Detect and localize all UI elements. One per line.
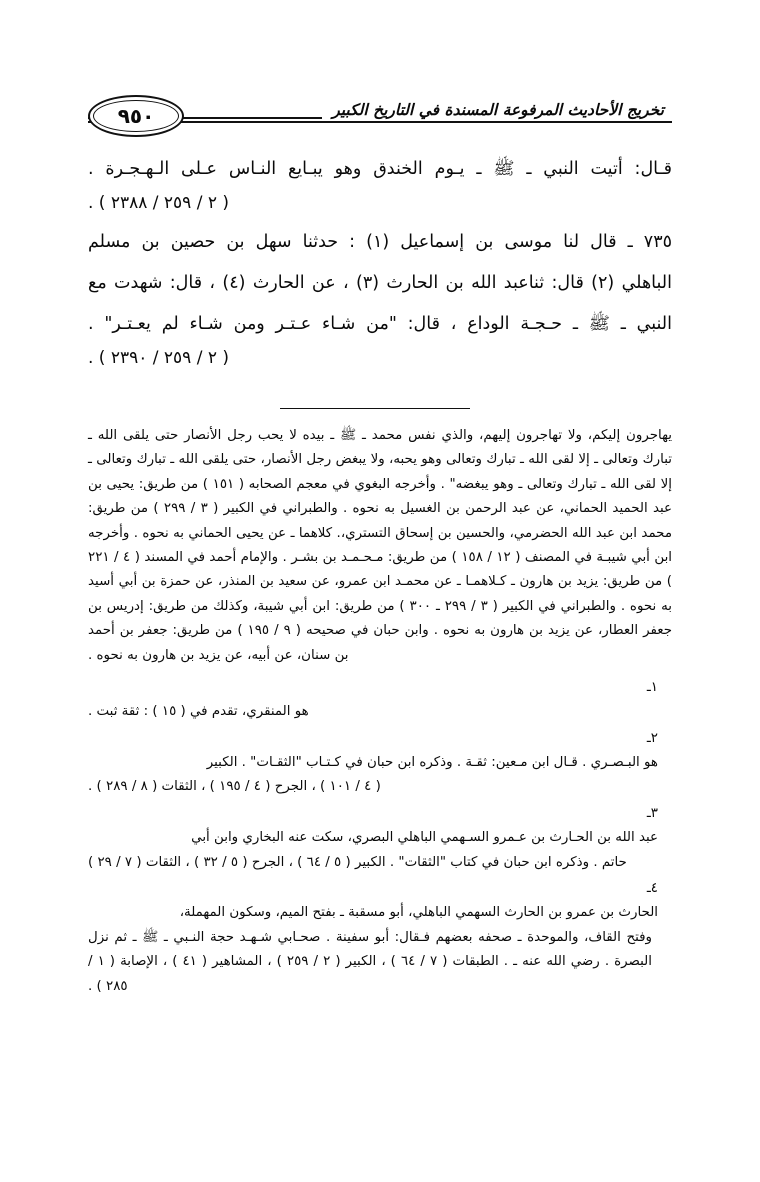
footnote-1-text: ١ـ <box>646 679 658 695</box>
footnote-3-continuation: حاتم . وذكره ابن حبان في كتاب "الثقات" . الكبير ( ٥ / ٦٤ ) ، الجرح ( ٥ / ٣٢ ) ، الثقات ( ٧ / ٢٩ ) <box>88 854 627 870</box>
page-header <box>88 95 672 141</box>
footnote-item-4 <box>88 877 672 999</box>
page-number: ٩٥٠ <box>117 104 155 128</box>
footnote-4-number: ٤ـ <box>646 881 658 897</box>
footnote-3-text: عبد الله بن الحـارث بن عـمرو السـهمي الباهلي البصري، سكت عنه البخاري وابن أبي <box>191 830 658 846</box>
footnotes-section <box>88 424 672 1001</box>
footnote-separator <box>280 408 470 409</box>
footnote-4-text: الحارث بن عمرو بن الحارث السهمي الباهلي، أبو مسقبة ـ بفتح الميم، وسكون المهملة، <box>179 905 658 921</box>
footnote-item-2 <box>88 727 672 800</box>
main-text <box>88 152 672 380</box>
page-number-badge <box>88 95 184 137</box>
footnote-2-number: ٢ـ <box>646 730 658 746</box>
hadith-735-line-3: النبي ـ ﷺ ـ حـجـة الوداع ، قال: "من شـاء عـتـر ومن شـاء لم يعـتـر" . <box>88 314 672 334</box>
footnote-3-number: ٣ـ <box>646 805 658 821</box>
footnote-continuation-block: يهاجرون إليكم، ولا تهاجرون إليهم، والذي نفس محمد ـ ﷺ ـ بيده لا يحب رجل الأنصار حتى يلقى الله ـ تبارك وتعالى ـ إلا لقى الله ـ تبارك وتعالى وهو يحبه، ولا يبغض رجل الأنصار، حتى يلقى الله ـ تبارك وتعالى ـ إلا لقى الله ـ تبارك وتعالى ـ وهو يبغضه" . وأخرجه البغوي في معجم الصحابه ( ١٥١ ) من طريق: يحيى بن عبد الحميد الحماني، عن عبد الرحمن بن الغسيل به نحوه . والطبراني في الكبير ( ٣ / ٢٩٩ ) من طريق: محمد ابن عبد الله الحضرمي، والحسين بن إسحاق التستري،. كلاهما ـ عن يحيى الحماني به نحوه . وأخرجه ابن أبي شيبـة في المصنف ( ١٢ / ١٥٨ ) من طريق: مـحـمـد بن بشـر . والإمام أحمد في المسند ( ٤ / ٢٢١ ) من طريق: يزيد بن هارون ـ كـلاهمـا ـ عن محمـد ابن عمرو، عن سعيد بن المنذر، عن حمزة بن أبي أسيد به نحوه . والطبراني في الكبير ( ٣ / ٢٩٩ ـ ٣٠٠ ) من طريق: ابن أبي شيبة، وكذلك من طريق: إدريس بن جعفر العطار، عن يزيد بن هارون به نحوه . وابن حبان في صحيحه ( ٩ / ١٩٥ ) من طريق: جعفر بن أحمد بن سنان، عن أبيه، عن يزيد بن هارون به نحوه . <box>88 428 673 663</box>
footnote-1-body: هو المنقري، تقدم في ( ١٥ ) : ثقة ثبت . <box>88 704 309 720</box>
footnote-4-continuation: وفتح القاف، والموحدة ـ صحفه بعضهم فـقال: أبو سفينة . صحـابي شـهـد حجة النـبي ـ ﷺ ـ ثم نزل البصرة . رضي الله عنه ـ . الطبقات ( ٧ / ٦٤ ) ، الكبير ( ٢ / ٢٥٩ ) ، المشاهير ( ٤١ ) ، الإصابة ( ١ / ٢٨٥ ) . <box>88 929 652 994</box>
footnote-item-1 <box>88 676 672 725</box>
reference-1: ( ٢ / ٢٥٩ / ٢٣٨٨ ) . <box>88 193 230 213</box>
footnote-2-text: هو البـصـري . قـال ابن مـعين: ثقـة . وذكره ابن حبان في كـتـاب "الثقـات" . الكبير <box>206 755 658 771</box>
reference-2: ( ٢ / ٢٥٩ / ٢٣٩٠ ) . <box>88 348 230 368</box>
paragraph-1: قـال: أتيت النبي ـ ﷺ ـ يـوم الخندق وهو يبـايع النـاس عـلى الـهـجـرة . <box>88 159 672 179</box>
book-title: تخريج الأحاديث المرفوعة المسندة في التاريخ الكبير <box>322 101 672 119</box>
hadith-735-line-1: ٧٣٥ ـ قال لنا موسى بن إسماعيل (١) : حدثنا سهل بن حصين بن مسلم <box>88 232 672 252</box>
footnote-item-3 <box>88 802 672 875</box>
footnote-2-continuation: ( ٤ / ١٠١ ) ، الجرح ( ٤ / ١٩٥ ) ، الثقات ( ٨ / ٢٨٩ ) . <box>88 779 381 795</box>
hadith-735-line-2: الباهلي (٢) قال: ثناعبد الله بن الحارث (٣) ، عن الحارث (٤) ، قال: شهدت مع <box>88 273 672 293</box>
